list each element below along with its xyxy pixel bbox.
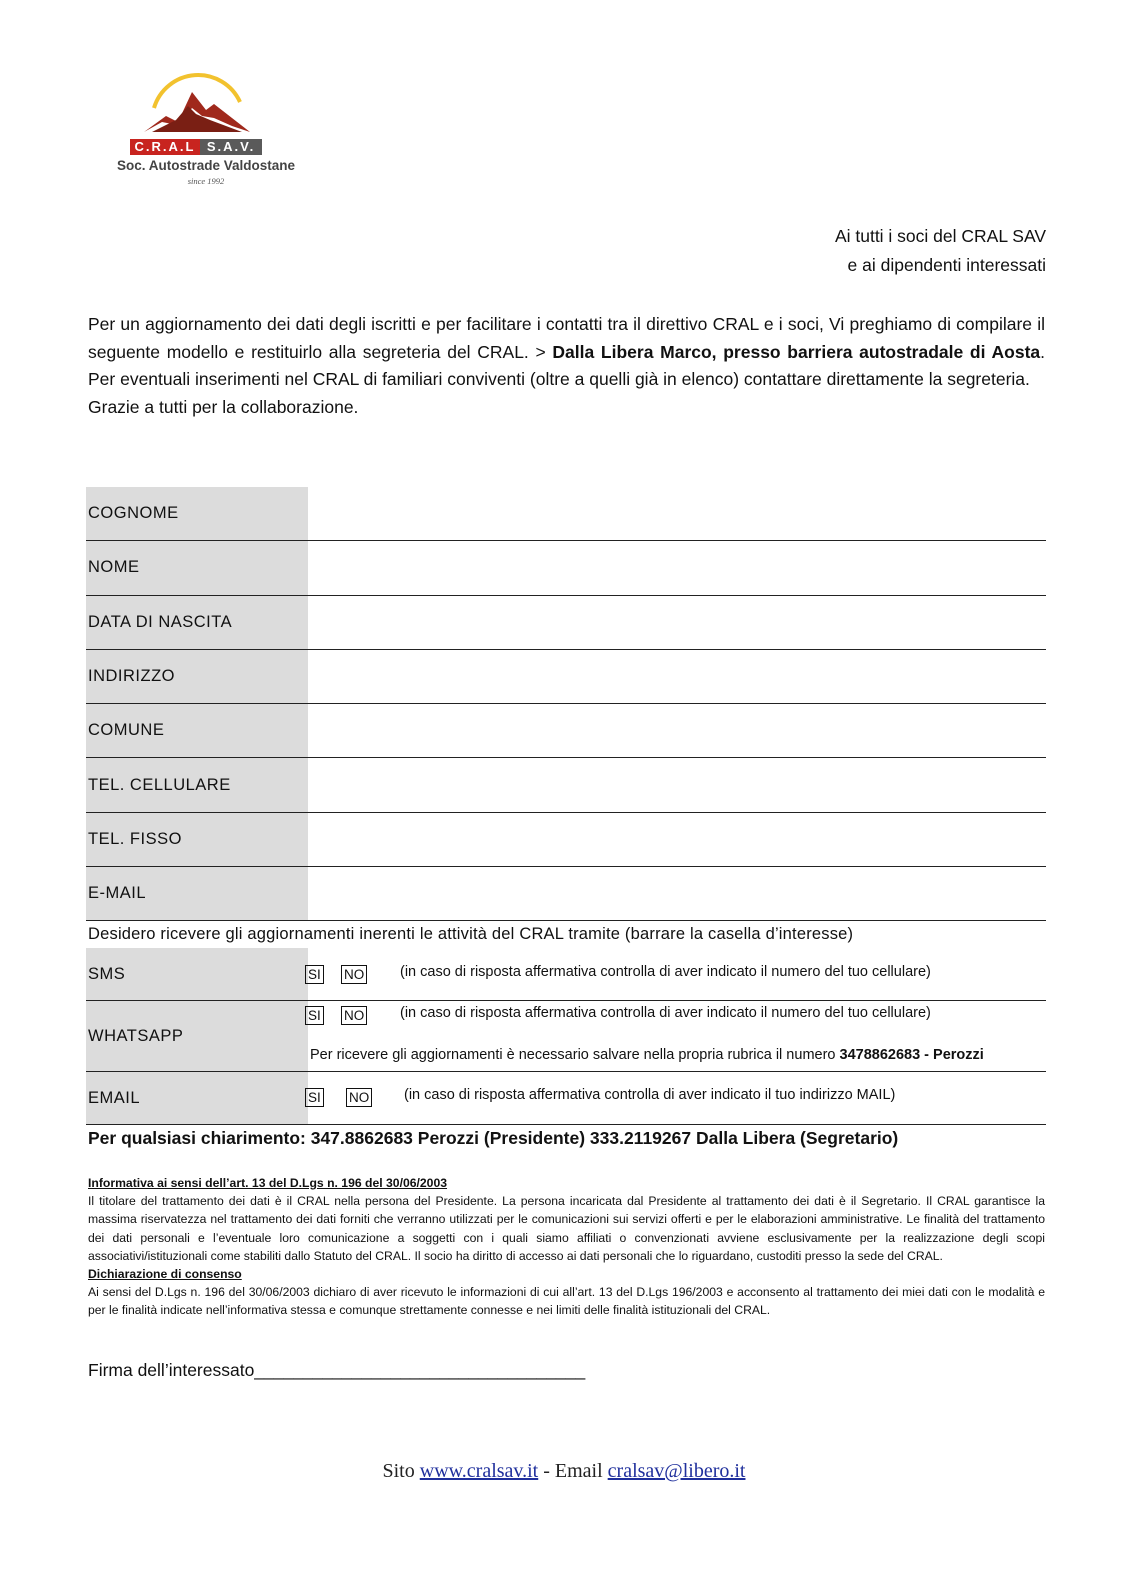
whatsapp-si-checkbox[interactable]: SI [305, 1006, 324, 1025]
field-label: E-MAIL [86, 867, 308, 920]
footer [0, 1460, 1128, 1483]
form-row-cognome [86, 487, 1046, 541]
intro-part-2: . Per eventuali inserimenti nel CRAL di familiari conviventi (oltre a quelli già in elenco) contattare direttamente la segreteria. [88, 341, 1046, 389]
whatsapp-no-checkbox[interactable]: NO [341, 1006, 367, 1025]
form-row-nome [86, 541, 1046, 595]
pref-options [308, 948, 1046, 1000]
fisso-field[interactable] [308, 813, 1046, 866]
intro-paragraph [88, 311, 1045, 421]
email-field[interactable] [308, 867, 1046, 920]
pref-options [308, 1072, 1046, 1124]
pref-note: (in caso di risposta affermativa controlla di aver indicato il numero del tuo cellulare) [400, 1005, 931, 1022]
email-si-checkbox[interactable]: SI [305, 1088, 324, 1107]
pref-label: WHATSAPP [86, 1001, 308, 1071]
nome-field[interactable] [308, 541, 1046, 594]
field-label: COGNOME [86, 487, 308, 540]
whatsapp-subnote [310, 1047, 984, 1063]
pref-label: SMS [86, 948, 308, 1000]
logo-banner-right: S.A.V. [200, 139, 262, 155]
footer-separator: - Email [538, 1460, 608, 1482]
indirizzo-field[interactable] [308, 650, 1046, 703]
contacts-line: Per qualsiasi chiarimento: 347.8862683 Perozzi (Presidente) 333.2119267 Dalla Libera (Segretario) [88, 1128, 899, 1148]
cral-sav-logo [92, 70, 322, 190]
sms-no-checkbox[interactable]: NO [341, 965, 367, 984]
addressee [835, 222, 1046, 280]
field-label: DATA DI NASCITA [86, 596, 308, 649]
sms-si-checkbox[interactable]: SI [305, 965, 324, 984]
pref-note: (in caso di risposta affermativa controlla di aver indicato il tuo indirizzo MAIL) [404, 1087, 896, 1104]
form-row-cellulare [86, 758, 1046, 812]
privacy-text: Il titolare del trattamento dei dati è il CRAL nella persona del Presidente. La persona incaricata dal Presidente al trattamento dei dati è il Segretario. Il CRAL garantisce la massima riservatezza nel trattamento dei dati forniti che verranno utilizzati per le comunicazioni sui servizi offerti e per le elaborazioni amministrative. Le finalità del trattamento dei dati personali e l’eventuale loro comunicazione a soggetti con i quali siamo affiliati o convenzionati avviene esclusivamente per la realizzazione degli scopi associativi/istituzionali come stabiliti dallo Statuto del CRAL. Il socio ha diritto di accesso ai dati personali che lo riguardano, custoditi presso la sede del CRAL. [88, 1194, 1045, 1263]
field-label: INDIRIZZO [86, 650, 308, 703]
pref-row-sms [86, 948, 1046, 1001]
comune-field[interactable] [308, 704, 1046, 757]
data-nascita-field[interactable] [308, 596, 1046, 649]
form-row-comune [86, 704, 1046, 758]
logo-banner-left: C.R.A.L [130, 139, 200, 155]
intro-part-1: Per un aggiornamento dei dati degli iscritti e per facilitare i contatti tra il direttivo CRAL e i soci, Vi preghiamo di compilare il seguente modello e restituirlo alla segreteria del CRAL. > [88, 314, 1045, 362]
privacy-notice [88, 1174, 1045, 1320]
footer-site-label: Sito [382, 1460, 420, 1482]
pref-row-email [86, 1072, 1046, 1125]
intro-thanks: Grazie a tutti per la collaborazione. [88, 396, 359, 417]
privacy-heading: Informativa ai sensi dell’art. 13 del D.Lgs n. 196 del 30/06/2003 [88, 1176, 448, 1190]
pref-note: (in caso di risposta affermativa controlla di aver indicato il numero del tuo cellulare) [400, 964, 931, 981]
field-label: NOME [86, 541, 308, 594]
consent-text: Ai sensi del D.Lgs n. 196 del 30/06/2003 dichiaro di aver ricevuto le informazioni di cui all’art. 13 del D.Lgs 196/2003 e acconsento al trattamento dei miei dati con le modalità e per le finalità indicate nell’informativa stessa e comunque strettamente connesse e nei limiti delle finalità istituzionali del CRAL. [88, 1285, 1045, 1318]
consent-heading: Dichiarazione di consenso [88, 1267, 242, 1282]
signature-line[interactable]: Firma dell’interessato__________________________________ [88, 1360, 586, 1380]
logo-since: since 1992 [187, 176, 225, 186]
cellulare-field[interactable] [308, 758, 1046, 811]
prefs-title: Desidero ricevere gli aggiornamenti inerenti le attività del CRAL tramite (barrare la casella d’interesse) [88, 925, 854, 944]
pref-row-whatsapp [86, 1001, 1046, 1072]
member-form [86, 487, 1046, 1125]
form-row-data-nascita [86, 596, 1046, 650]
form-row-indirizzo [86, 650, 1046, 704]
whatsapp-number: 3478862683 - Perozzi [839, 1047, 984, 1064]
logo-banner [130, 139, 262, 155]
form-row-email [86, 867, 1046, 921]
footer-site-link[interactable]: www.cralsav.it [419, 1460, 539, 1482]
intro-bold: Dalla Libera Marco, presso barriera autostradale di Aosta [552, 341, 1041, 362]
whatsapp-subnote-text: Per ricevere gli aggiornamenti è necessario salvare nella propria rubrica il numero [310, 1047, 840, 1064]
form-row-fisso [86, 813, 1046, 867]
email-no-checkbox[interactable]: NO [346, 1088, 372, 1107]
addressee-line-2: e ai dipendenti interessati [847, 255, 1046, 275]
addressee-line-1: Ai tutti i soci del CRAL SAV [834, 226, 1046, 246]
footer-email-link[interactable]: cralsav@libero.it [607, 1460, 746, 1482]
field-label: COMUNE [86, 704, 308, 757]
field-label: TEL. CELLULARE [86, 758, 308, 811]
pref-label: EMAIL [86, 1072, 308, 1124]
cognome-field[interactable] [308, 487, 1046, 540]
logo-subtitle: Soc. Autostrade Valdostane [116, 158, 296, 173]
pref-options [308, 1001, 1046, 1071]
field-label: TEL. FISSO [86, 813, 308, 866]
